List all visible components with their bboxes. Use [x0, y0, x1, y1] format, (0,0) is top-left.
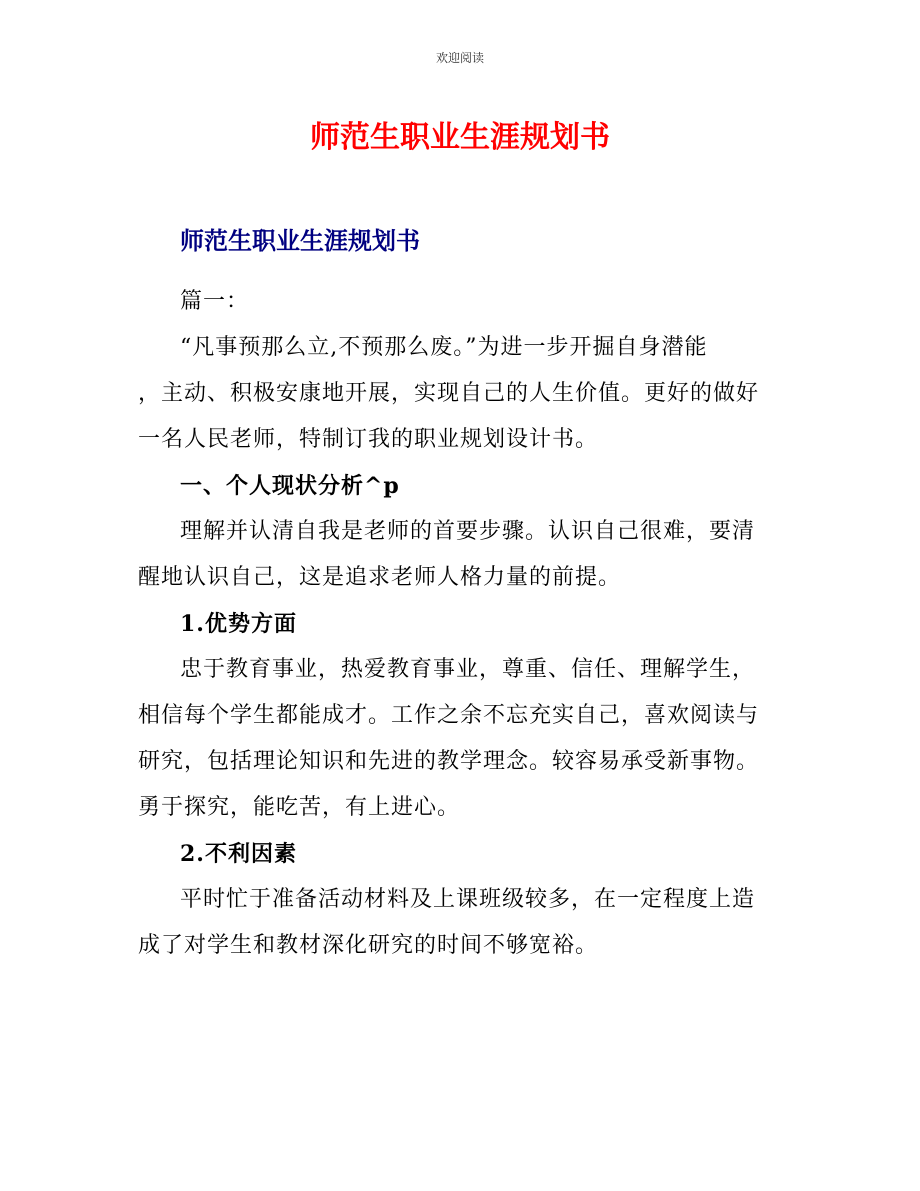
body-line: 研究，包括理论知识和先进的教学理念。较容易承受新事物。 [138, 749, 760, 774]
body-line: 成了对学生和教材深化研究的时间不够宽裕。 [138, 933, 599, 958]
page-header-note: 欢迎阅读 [435, 51, 484, 65]
body-line: 一名人民老师，特制订我的职业规划设计书。 [138, 427, 599, 452]
body-line: 勇于探究，能吃苦，有上进心。 [138, 795, 461, 820]
section-heading: 2.不利因素 [180, 841, 297, 867]
document-title: 师范生职业生涯规划书 [310, 120, 610, 155]
body-line: ，主动、积极安康地开展，实现自己的人生价值。更好的做好 [138, 381, 760, 406]
body-line: 平时忙于准备活动材料及上课班级较多，在一定程度上造 [180, 887, 756, 912]
body-line: 忠于教育事业，热爱教育事业，尊重、信任、理解学生， [180, 657, 756, 682]
document-body [138, 286, 788, 976]
body-line: 篇一： [180, 289, 250, 314]
body-line: 相信每个学生都能成才。工作之余不忘充实自己，喜欢阅读与 [138, 703, 760, 728]
document-subtitle: 师范生职业生涯规划书 [180, 227, 420, 255]
body-line: “凡事预那么立,不预那么废。”为进一步开掘自身潜能 [180, 335, 708, 360]
section-heading: 一、个人现状分析^p [180, 473, 400, 499]
section-heading: 1.优势方面 [180, 611, 297, 637]
body-line: 醒地认识自己，这是追求老师人格力量的前提。 [138, 565, 622, 590]
body-line: 理解并认清自我是老师的首要步骤。认识自己很难，要清 [180, 519, 756, 544]
